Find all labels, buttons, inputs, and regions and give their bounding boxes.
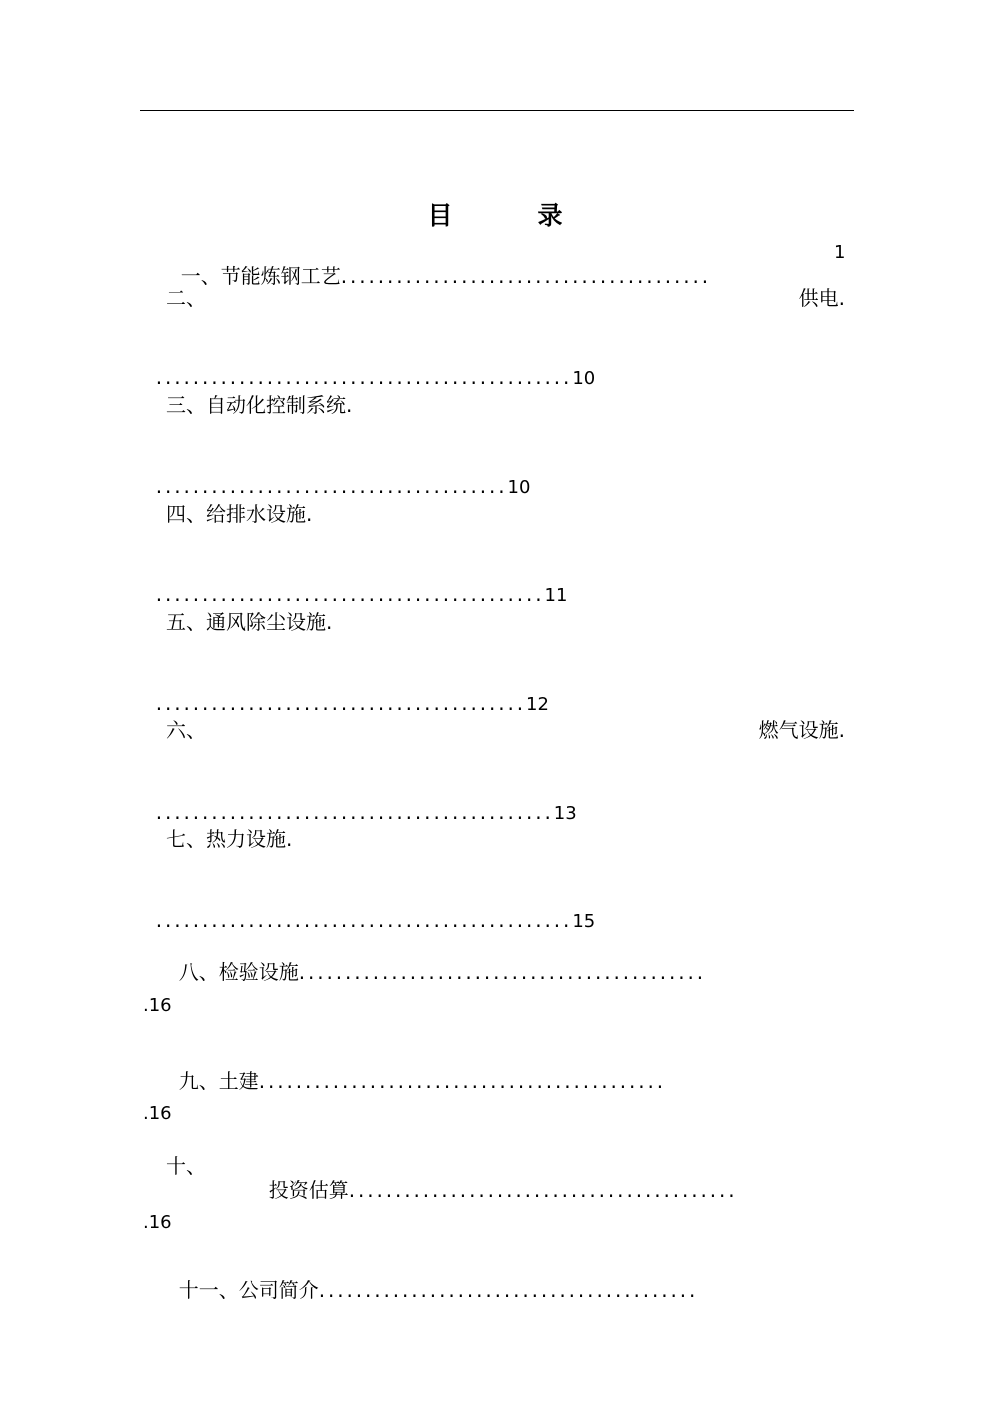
toc-page-number: 11 (544, 585, 568, 606)
toc-leader-dots: ............................................. (155, 365, 573, 389)
toc-page-number: 10 (572, 368, 596, 389)
toc-entry-label: 八、检验设施 (178, 960, 299, 984)
toc-entry-3-leader (143, 450, 530, 500)
page-title: 目 录 (427, 201, 566, 230)
toc-leader-dots: ........................................ (340, 264, 712, 288)
toc-entry-11[interactable] (166, 1254, 698, 1302)
toc-entry-prefix: 六、 (166, 718, 206, 742)
toc-entry-label[interactable]: 供电. (798, 286, 845, 310)
toc-page-number: .16 (143, 995, 172, 1016)
toc-page-number: 1 (834, 242, 846, 263)
toc-entry-label[interactable]: 四、给排水设施. (166, 502, 313, 526)
toc-leader-dots: ........................................ (155, 691, 527, 715)
toc-leader-dots: ............................................ (258, 1069, 667, 1093)
toc-entry-prefix: 二、 (166, 286, 206, 310)
toc-leader-dots: ............................................ (298, 960, 707, 984)
toc-leader-dots: ......................................... (318, 1278, 699, 1302)
toc-entry-7-leader (143, 884, 595, 934)
toc-entry-label[interactable]: 五、通风除尘设施. (166, 610, 333, 634)
toc-leader-dots: ............................................. (155, 908, 573, 932)
toc-entry-10[interactable] (256, 1154, 738, 1202)
toc-entry-5-leader (143, 667, 549, 717)
toc-entry-9[interactable] (166, 1045, 666, 1093)
toc-entry-label[interactable]: 燃气设施. (758, 718, 845, 742)
toc-entry-label[interactable]: 七、热力设施. (166, 827, 293, 851)
toc-entry-label: 一、节能炼钢工艺 (180, 264, 341, 288)
toc-entry-4-leader (143, 558, 567, 608)
toc-entry-prefix: 十、 (166, 1154, 206, 1178)
toc-leader-dots: .......................................... (348, 1178, 738, 1202)
toc-entry-6-leader (143, 776, 577, 826)
toc-leader-dots: .......................................... (155, 582, 545, 606)
toc-page-number: .16 (143, 1212, 172, 1233)
toc-entry-8[interactable] (166, 936, 706, 984)
toc-page-number: .16 (143, 1103, 172, 1124)
toc-entry-label: 投资估算 (268, 1178, 349, 1202)
toc-page-number: 10 (507, 477, 531, 498)
toc-entry-2-leader (143, 341, 595, 391)
toc-entry-label[interactable]: 三、自动化控制系统. (166, 393, 353, 417)
header-rule (140, 110, 854, 111)
toc-entry-label: 十一、公司简介 (178, 1278, 319, 1302)
toc-page-number: 15 (572, 911, 596, 932)
toc-page-number: 13 (553, 803, 577, 824)
toc-entry-label: 九、土建 (178, 1069, 259, 1093)
toc-entry-1[interactable] (168, 240, 711, 288)
toc-leader-dots: ........................................... (155, 800, 554, 824)
toc-page-number: 12 (526, 694, 549, 715)
toc-leader-dots: ...................................... (155, 474, 508, 498)
